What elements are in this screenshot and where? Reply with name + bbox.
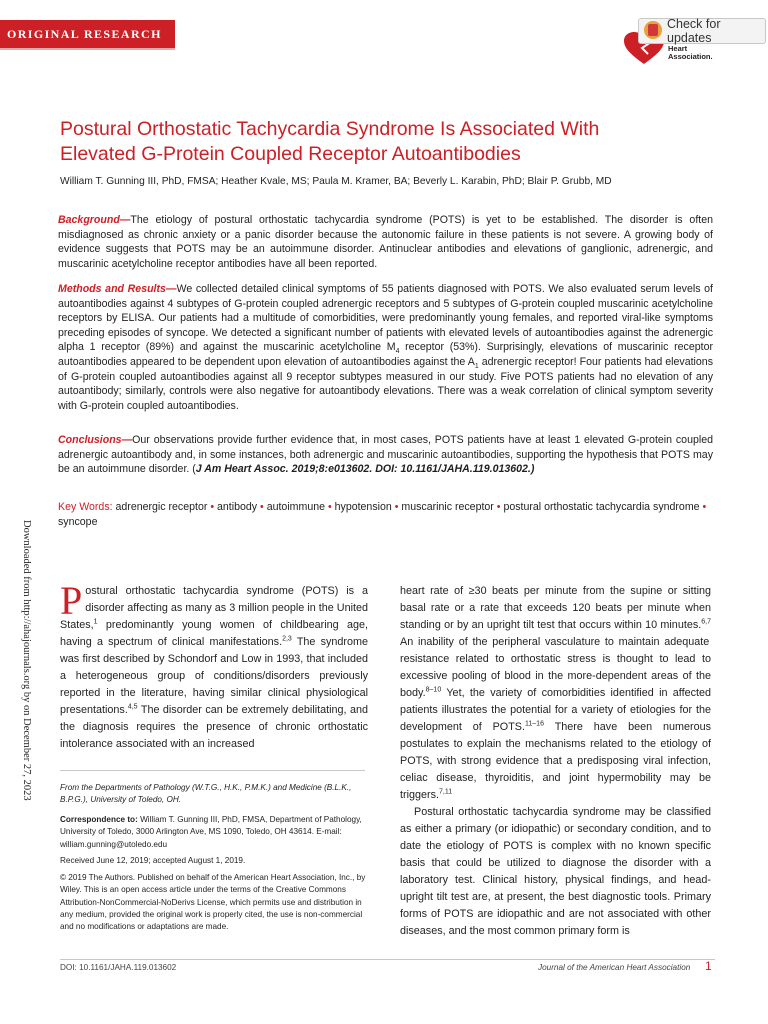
drop-cap: P	[60, 578, 83, 623]
correspondence-label: Correspondence to:	[60, 815, 138, 824]
methods-text-1: We collected detailed clinical symptoms of 55 patients diagnosed with POTS. We also evaluated serum levels of autoantibodies against 4 subtypes of G-protein coupled adrenergic receptors and 5 subtypes of G-protein coupled muscarinic acetylcholine receptors by ELISA. Our patients had a multitude of comorbidities, were predominantly young females, and reported viral-like symptoms preceding episodes of syncope. We detected a significant number of patients with elevated levels of autoantibodies against the adrenergic alpha 1 receptor (89%) and against the muscarinic acetylcholine M	[58, 283, 713, 354]
keyword[interactable]: syncope	[58, 515, 98, 528]
body-text: ostural orthostatic tachycardia syndrome (POTS) is a disorder affecting as many as 3 million people in the United States,	[60, 585, 368, 631]
correspondence-note	[60, 814, 368, 851]
citation-ref[interactable]: 1	[93, 618, 98, 626]
keyword[interactable]: postural orthostatic tachycardia syndrome	[503, 501, 700, 513]
body-text: There have been numerous postulates to explain the mechanisms related to the etiology of POTS, with strong evidence that a predisposing viral infection, celiac disease, thyroiditis, and joint hypermobility may be triggers.	[400, 721, 711, 801]
keyword[interactable]: antibody	[217, 501, 258, 513]
keyword[interactable]: hypotension	[334, 501, 392, 513]
bullet-icon: •	[260, 501, 264, 513]
background-text: The etiology of postural orthostatic tachycardia syndrome (POTS) is yet to be established. The disorder is often misdiagnosed as chronic anxiety or a panic disorder because the autonomic failure in these patients is not severe. A growing body of evidence suggests that POTS may be an autoimmune disorder. Antinuclear antibodies and elevations of ganglionic, adrenergic, and muscarinic acetylcholine receptor antibodies have all been reported.	[58, 214, 713, 270]
citation: J Am Heart Assoc. 2019;8:e013602. DOI: 10.1161/JAHA.119.013602.)	[195, 463, 535, 476]
citation-ref[interactable]: 11–16	[525, 720, 544, 728]
body-text: predominantly young women of childbearing age, having a spectrum of clinical manifestations.	[60, 619, 368, 648]
conclusions-heading: Conclusions—	[58, 434, 133, 446]
keyword[interactable]: muscarinic receptor	[401, 501, 494, 513]
keyword[interactable]: autoimmune	[266, 501, 325, 513]
body-left-column	[60, 578, 368, 753]
bookmark-icon	[648, 24, 658, 36]
citation-ref[interactable]: 2,3	[282, 635, 292, 643]
bullet-icon: •	[210, 501, 215, 513]
bullet-icon: •	[496, 501, 501, 513]
download-note-text: Downloaded from http://ahajournals.org by on December 27, 2023	[21, 520, 32, 801]
abstract-methods	[58, 282, 713, 413]
received-note: Received June 12, 2019; accepted August 1, 2019.	[60, 856, 246, 865]
body-text: An inability of the peripheral vasculature to maintain adequate resistance related to orthostatic stress is thought to lead to excessive pooling of blood in the more-dependent areas of the body.	[400, 636, 711, 699]
body-text: Yet, the variety of comorbidities identified in affected patients illustrates the potential for a variety of etiologies for the development of POTS.	[400, 687, 711, 733]
methods-sub-2: 1	[474, 363, 479, 371]
footer-journal: Journal of the American Heart Association	[538, 963, 691, 972]
citation-ref[interactable]: 7,11	[439, 788, 453, 796]
section-label: ORIGINAL RESEARCH	[0, 20, 175, 48]
body-text: heart rate of ≥30 beats per minute from the supine or sitting basal rate or a rate that exceeds 120 beats per minute when standing or by an upright tilt test that occurs within 10 minutes.	[400, 585, 711, 631]
correspondence-text: William T. Gunning III, PhD, FMSA, Department of Pathology, University of Toledo, 3000 Arlington Ave, MS 1090, Toledo, OH 43614. E-mail: william.gunning@utoledo.edu	[60, 815, 362, 849]
title-line-1: Postural Orthostatic Tachycardia Syndrome Is Associated With	[60, 118, 600, 140]
footer-doi[interactable]: DOI: 10.1161/JAHA.119.013602	[60, 963, 177, 972]
background-heading: Background—	[58, 214, 131, 226]
abstract-background	[58, 213, 713, 271]
logo-text-line2: Association.	[668, 52, 713, 61]
footer-divider	[60, 959, 715, 960]
methods-text-3: adrenergic receptor! Four patients had elevations of G-protein coupled autoantibodies against all 9 receptor subtypes measured in our study. Five POTS patients had no elevation of any autoantibody; similarly, controls were also negative for autoantibody elevations. There was a weak correlation of clinical symptom severity with G-protein coupled autoantibodies.	[58, 355, 713, 412]
citation-ref[interactable]: 4,5	[127, 703, 138, 711]
footnote-divider	[60, 770, 365, 771]
section-label-underline	[0, 48, 175, 50]
copyright-note: © 2019 The Authors. Published on behalf of the American Heart Association, Inc., by Wiley. This is an open access article under the terms of the Creative Commons Attribution-NonCommercial-NoDerivs License, which permits use and distribution in any medium, provided the original work is properly cited, the use is non-commercial and no modifications or adaptations are made.	[60, 873, 366, 932]
body-text: The syndrome was first described by Schondorf and Low in 1993, that included a heterogeneous group of conditions/disorders previously reported in the literature, having similar clinical physiological presentations.	[60, 636, 368, 716]
bullet-icon: •	[394, 501, 399, 513]
download-note	[16, 520, 36, 801]
title-line-2: Elevated G-Protein Coupled Receptor Autoantibodies	[60, 143, 521, 165]
affiliation-note: From the Departments of Pathology (W.T.G., H.K., P.M.K.) and Medicine (B.L.K., B.P.G.), University of Toledo, OH.	[60, 783, 352, 805]
abstract-conclusions	[58, 433, 713, 477]
logo-text	[668, 45, 713, 61]
bullet-icon: •	[327, 501, 332, 513]
paragraph-2: Postural orthostatic tachycardia syndrome may be classified as either a primary (or idiopathic) or secondary condition, and to date the etiology of POTS is complex with no known specific basis that could be utilized to diagnose the disorder with a laboratory test. Clinical history, physical findings, and head-upright tilt test are, at present, the best diagnostic tools. Primary forms of POTS are idiopathic and are not associated with other diseases, and the most common primary form is	[400, 806, 711, 937]
body-right-column	[400, 583, 711, 940]
conclusions-text: Our observations provide further evidence that, in most cases, POTS patients have at least 1 elevated G-protein coupled adrenergic autoantibody and, in some instances, both adrenergic and muscarinic autoantibodies, supporting the hypothesis that POTS may be an autoimmune disorder. (	[58, 434, 713, 476]
methods-sub-1: 4	[395, 348, 400, 356]
check-for-updates-label: Check for updates	[667, 17, 721, 45]
logo-text-line1: Heart	[668, 44, 688, 53]
body-text: The disorder can be extremely debilitating, and the diagnosis requires the presence of chronic orthostatic intolerance associated with an increased	[60, 704, 368, 750]
author-list: William T. Gunning III, PhD, FMSA; Heather Kvale, MS; Paula M. Kramer, BA; Beverly L. Karabin, PhD; Blair P. Grubb, MD	[60, 176, 612, 187]
keywords	[58, 500, 713, 529]
article-title	[60, 117, 720, 167]
keyword[interactable]: adrenergic receptor	[115, 501, 208, 513]
citation-ref[interactable]: 8–10	[425, 686, 442, 694]
keywords-label: Key Words:	[58, 501, 113, 513]
page-number: 1	[705, 959, 712, 973]
methods-heading: Methods and Results—	[58, 283, 177, 295]
methods-text-2: receptor (53%). Surprisingly, elevations of muscarinic receptor autoantibodies appeared to be dependent upon elevation of autoantibodies against the A	[58, 341, 713, 368]
citation-ref[interactable]: 6,7	[701, 618, 711, 626]
bullet-icon: •	[702, 501, 707, 513]
